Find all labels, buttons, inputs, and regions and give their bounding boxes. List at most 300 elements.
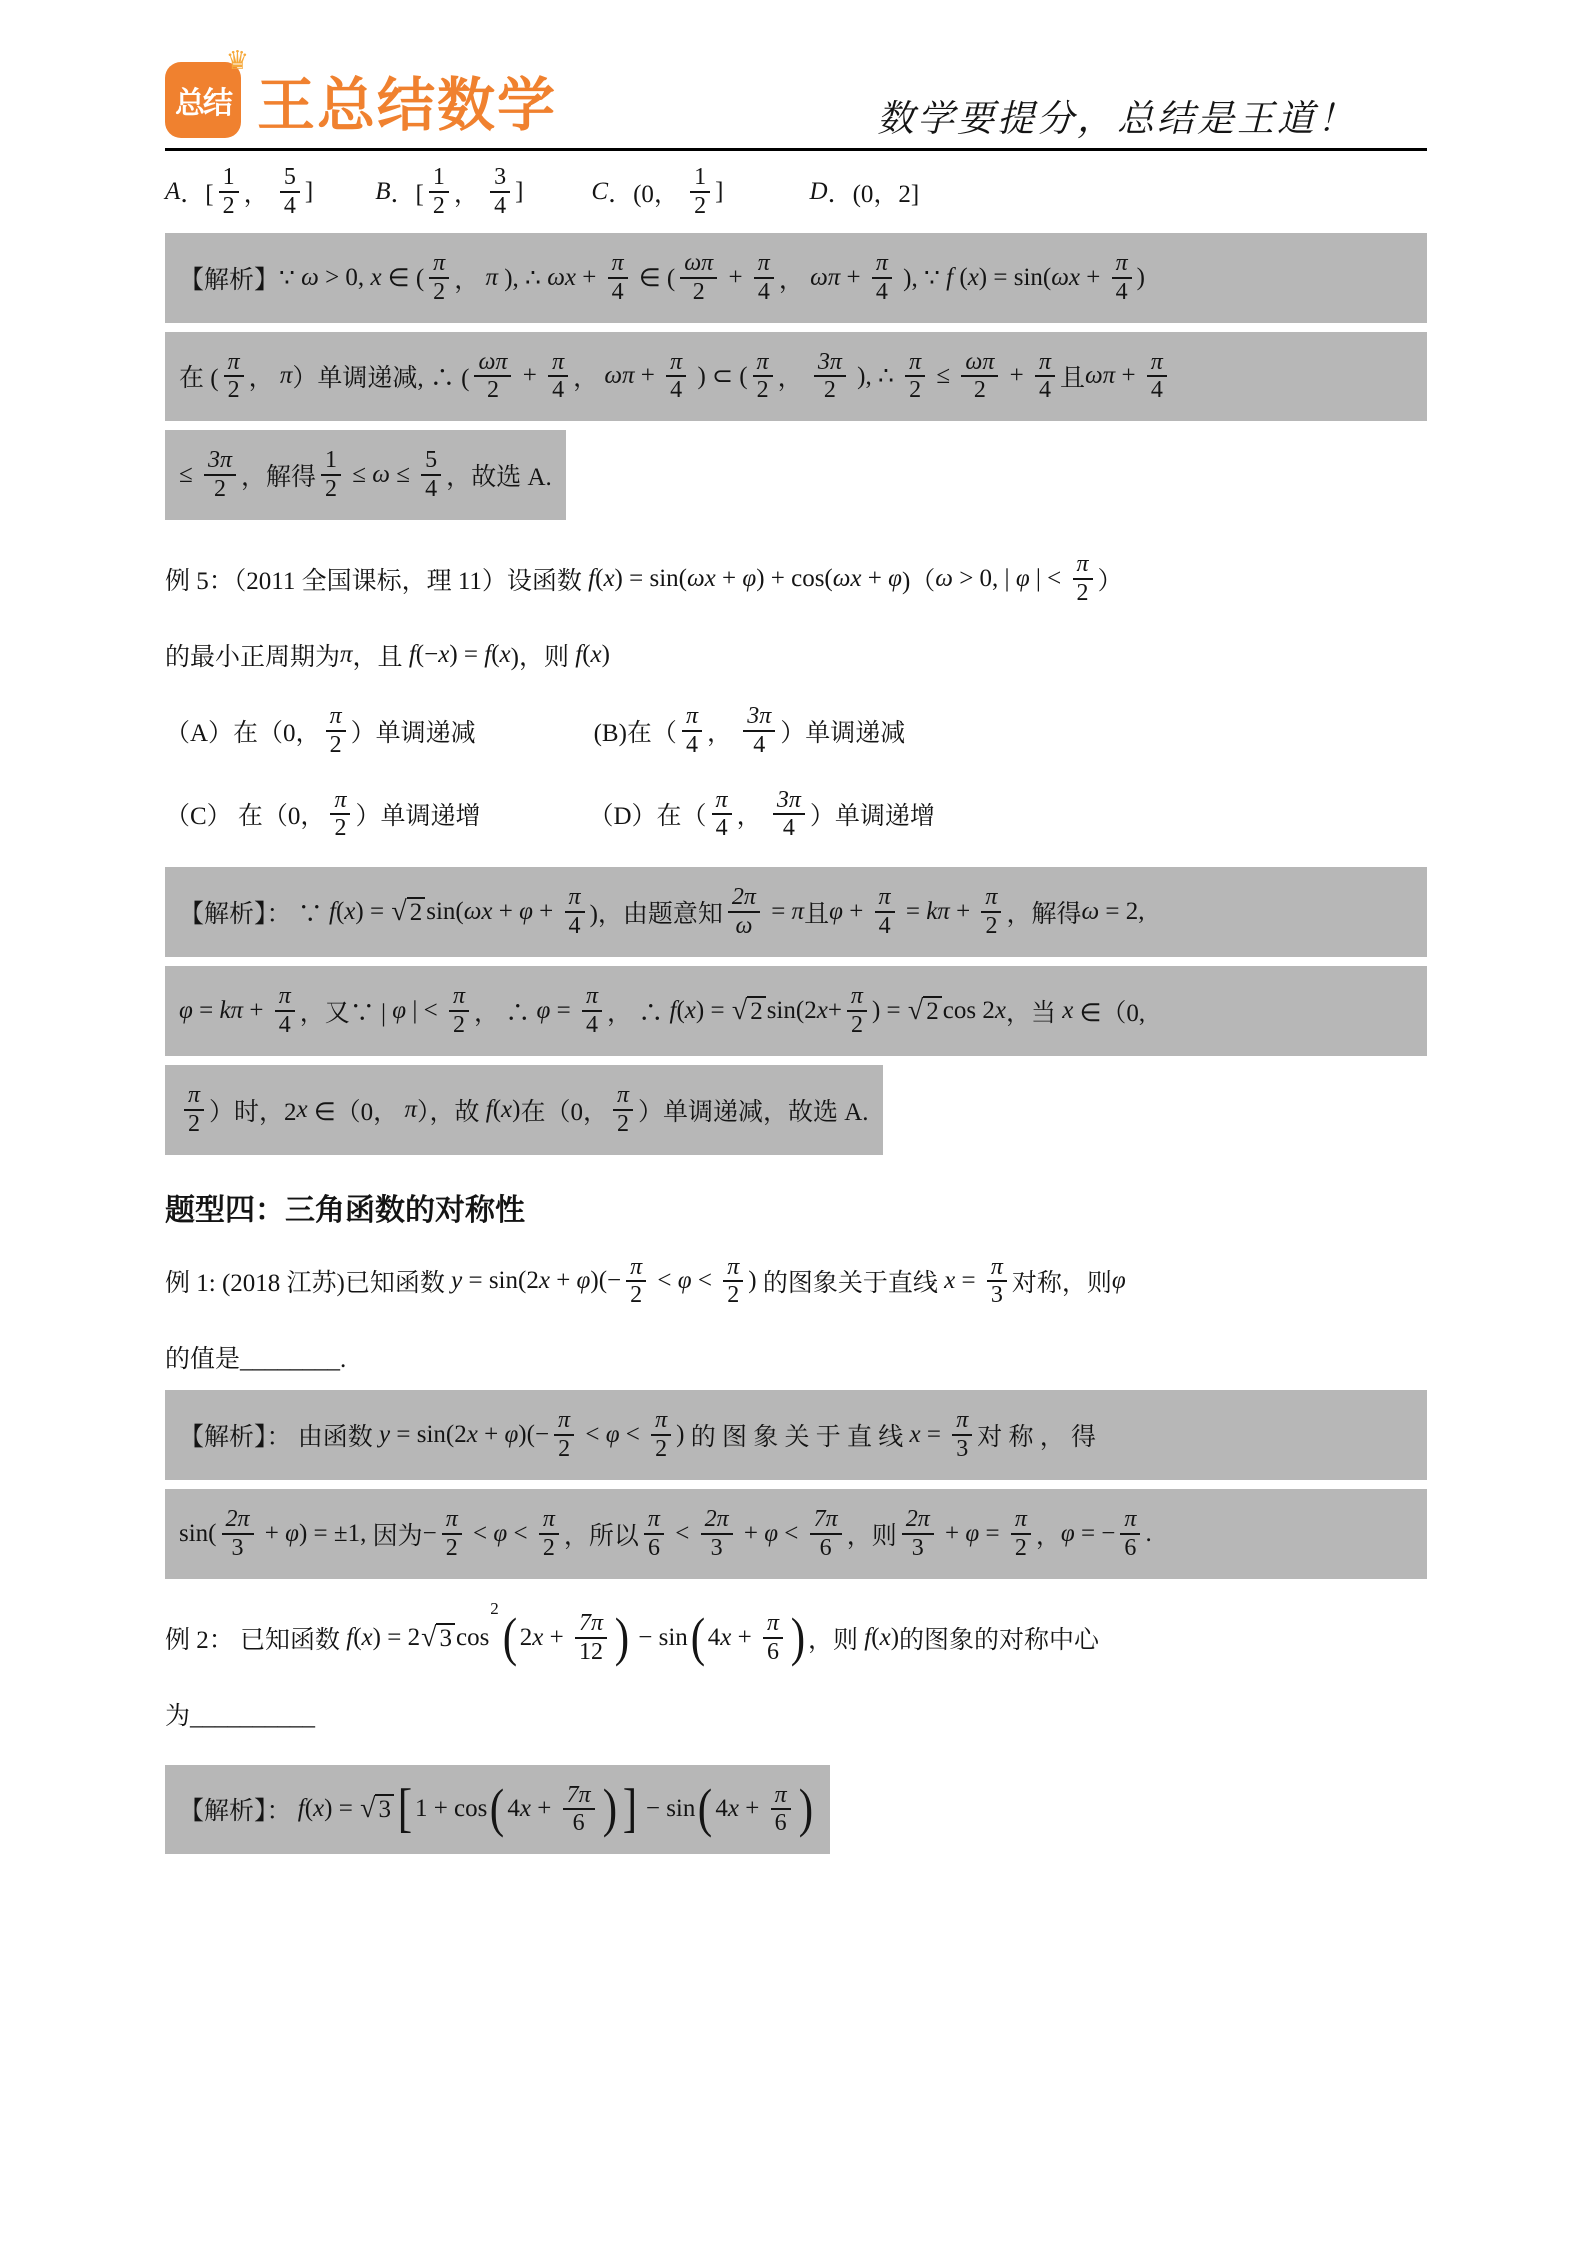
math-variable: x <box>438 640 450 668</box>
math-text: )， <box>510 643 544 671</box>
math-text: < <box>778 1519 805 1547</box>
radical: √ 2 <box>732 996 766 1026</box>
math-text: ， ∴ <box>606 999 670 1027</box>
math-text: ， <box>248 365 280 393</box>
math-text: ， <box>243 180 275 208</box>
fraction: $\frac{\pi}{2}$ <box>449 983 469 1039</box>
fraction: $\frac{\pi}{6}$ <box>644 1506 664 1562</box>
math-variable: kπ <box>926 898 950 926</box>
text-run: 又∵ | <box>324 999 393 1027</box>
logo-badge-text: 总结 <box>175 87 231 120</box>
math-variable: π <box>404 1095 417 1123</box>
fraction: $\frac{2\pi}{3}$ <box>222 1506 254 1562</box>
math-text: ) <box>512 1095 521 1123</box>
superscript: 2 <box>490 1598 499 1618</box>
math-text: < <box>619 1421 647 1449</box>
math-text: = <box>899 898 927 926</box>
fraction: $\frac{\pi}{2}$ <box>847 983 867 1039</box>
math-text: ] <box>715 177 724 205</box>
math-text: ， <box>778 266 811 294</box>
fraction: $\frac{\pi}{2}$ <box>1011 1506 1031 1562</box>
spacer <box>523 191 591 193</box>
math-text: > 0, <box>318 263 371 291</box>
math-text: | < <box>406 996 444 1024</box>
math-text: (− <box>415 640 439 668</box>
math-text: ) = <box>871 996 907 1024</box>
fraction: $\frac{\pi}{4}$ <box>712 787 732 843</box>
math-text: + <box>516 362 544 390</box>
text-run: 当 <box>1030 999 1063 1027</box>
math-variable: π <box>340 640 353 668</box>
math-text: ( <box>953 263 968 291</box>
math-text: = − <box>1074 1519 1116 1547</box>
math-text: − <box>422 1519 437 1547</box>
big-delimiter: ) <box>798 1778 813 1839</box>
math-text: ) = 2 <box>372 1623 421 1651</box>
text-run: 则 <box>871 1522 897 1550</box>
math-variable: x <box>603 564 615 592</box>
text-run: （D）在（ <box>588 803 707 831</box>
math-text: + <box>842 898 870 926</box>
math-text: )， <box>589 901 623 929</box>
math-text: + <box>258 1519 286 1547</box>
math-variable: x <box>590 640 602 668</box>
math-text: ) <box>601 640 610 668</box>
text-run: ）单调递减 <box>350 719 476 747</box>
math-text: cos <box>455 1623 490 1651</box>
math-text: + <box>715 564 743 592</box>
math-text: ), ∵ <box>896 264 947 292</box>
analysis2-line2 <box>165 966 1427 1056</box>
math-variable: x <box>684 996 696 1024</box>
math-text: + <box>722 263 749 291</box>
math-variable: ω <box>372 461 390 489</box>
math-text: | < <box>1029 564 1068 592</box>
math-variable: φ <box>1111 1267 1126 1295</box>
fraction: $\frac{\pi}{4}$ <box>1112 250 1132 306</box>
math-text: ) = sin( <box>978 263 1052 291</box>
math-variable: f <box>346 1623 354 1651</box>
text-run: ，且 <box>352 643 409 671</box>
math-variable: f <box>946 263 954 291</box>
math-text: < <box>651 1267 678 1295</box>
analysis2-line3 <box>165 1065 883 1155</box>
math-text: ， <box>736 803 768 831</box>
text-run: 因为 <box>372 1522 423 1550</box>
example5-options-cd <box>165 784 1427 846</box>
fraction: $\frac{\omega\pi}{2}$ <box>961 349 998 405</box>
big-delimiter: ] <box>622 1778 637 1839</box>
math-text: ， <box>453 180 486 208</box>
math-variable: x <box>944 1267 956 1295</box>
fraction: $\frac{3}{4}$ <box>490 164 510 220</box>
math-variable: x <box>361 1623 373 1651</box>
math-text: ．(0， <box>608 180 686 208</box>
fraction: $\frac{5}{4}$ <box>280 164 300 220</box>
math-text: > 0, | <box>952 564 1016 592</box>
analysis1-line3 <box>165 430 566 520</box>
math-text: 4 <box>715 1795 728 1823</box>
text-run: 【解析】： 由函数 <box>179 1424 380 1452</box>
page-header <box>165 46 1427 151</box>
fraction: $\frac{2\pi}{\omega}$ <box>728 884 760 940</box>
analysis1-line1 <box>165 233 1427 323</box>
text-run: ），故 <box>416 1098 486 1126</box>
math-text: + <box>492 898 520 926</box>
math-variable: φ <box>605 1421 620 1449</box>
math-variable: f <box>588 564 596 592</box>
text-run: 例 2： 已知函数 <box>165 1626 347 1654</box>
fraction: $\frac{\pi}{4}$ <box>754 250 774 306</box>
math-text: ) = <box>324 1795 360 1823</box>
fraction: $\frac{3\pi}{2}$ <box>814 349 846 405</box>
math-variable: ωx <box>463 898 493 926</box>
fraction: $\frac{\pi}{4}$ <box>666 349 686 405</box>
math-text: ， <box>777 365 809 393</box>
math-text: sin( <box>179 1519 217 1547</box>
fraction: $\frac{7\pi}{12}$ <box>575 1610 607 1666</box>
analysis1-line2 <box>165 332 1427 422</box>
math-text: ， <box>1006 901 1032 929</box>
math-text: ( <box>676 996 685 1024</box>
fraction: $\frac{7\pi}{6}$ <box>810 1506 842 1562</box>
crown-icon: ♛ <box>225 46 249 75</box>
example1-line1 <box>165 1251 1427 1313</box>
fraction: $\frac{1}{2}$ <box>429 164 449 220</box>
fraction: $\frac{\pi}{2}$ <box>753 349 773 405</box>
math-text: 4 <box>707 1623 721 1651</box>
text-run: ）单调递减 <box>780 719 906 747</box>
text-run: 则 <box>833 1626 865 1654</box>
big-delimiter: ( <box>698 1778 713 1839</box>
math-text: + <box>243 996 270 1024</box>
math-text: ), ∴ <box>497 264 548 292</box>
math-text: sin( <box>426 898 464 926</box>
math-text: ．(0，2] <box>827 180 920 208</box>
math-text: ( <box>491 640 500 668</box>
math-variable: φ <box>285 1519 299 1547</box>
math-variable: φ <box>1060 1519 1075 1547</box>
math-variable: x <box>909 1421 921 1449</box>
math-text: ∈ ( <box>632 264 676 292</box>
radical: √ 3 <box>360 1794 394 1824</box>
text-run: （C） 在（0， <box>165 803 326 831</box>
fraction: $\frac{1}{2}$ <box>219 164 239 220</box>
math-variable: x <box>466 1421 478 1449</box>
math-variable: x <box>370 263 382 291</box>
math-text: + <box>532 898 560 926</box>
math-variable: x <box>538 1267 550 1295</box>
big-delimiter: ) <box>602 1778 617 1839</box>
section-heading: 题型四：三角函数的对称性 <box>165 1193 525 1227</box>
math-text: − sin <box>632 1623 688 1651</box>
math-text: ， <box>1005 999 1031 1027</box>
brand-slogan: 数学要提分，总结是王道！ <box>877 99 1357 140</box>
math-variable: x <box>313 1795 325 1823</box>
math-text: ) <box>890 1623 900 1651</box>
fraction: $\frac{1}{2}$ <box>690 164 710 220</box>
math-variable: x <box>967 263 979 291</box>
text-run: 且 <box>1059 365 1085 393</box>
math-text: + <box>949 898 977 926</box>
math-variable: x <box>816 996 828 1024</box>
fraction: $\frac{\pi}{2}$ <box>554 1407 574 1463</box>
math-text: . <box>1145 1519 1152 1547</box>
text-run: (B)在（ <box>593 719 677 747</box>
math-text: + <box>530 1795 558 1823</box>
math-variable: x <box>532 1623 544 1651</box>
text-run: 对称，则 <box>1011 1270 1112 1298</box>
analysis3-line2 <box>165 1489 1427 1579</box>
fraction: $\frac{\pi}{3}$ <box>952 1407 972 1463</box>
radical: √ 2 <box>908 996 942 1026</box>
fraction: $\frac{\pi}{2}$ <box>651 1407 671 1463</box>
math-variable: x <box>501 1095 513 1123</box>
math-variable: φ <box>576 1267 591 1295</box>
text-run: 【解析】： ∵ <box>179 901 330 929</box>
text-run: ）单调递增 <box>809 803 935 831</box>
math-text: < <box>668 1519 696 1547</box>
math-text: = <box>955 1267 982 1295</box>
math-text: ) <box>676 1421 691 1449</box>
math-text: ， <box>241 464 267 492</box>
math-variable: φ <box>536 996 551 1024</box>
math-variable: φ <box>677 1267 692 1295</box>
fraction: $\frac{3\pi}{2}$ <box>204 447 236 503</box>
fraction: $\frac{3\pi}{4}$ <box>743 703 775 759</box>
fraction: $\frac{\pi}{4}$ <box>565 884 585 940</box>
math-text: < <box>579 1421 606 1449</box>
math-text: ， <box>846 1522 872 1550</box>
math-text: < <box>691 1267 719 1295</box>
math-text: ) = ±1, <box>298 1519 373 1547</box>
fraction: $\frac{3\pi}{4}$ <box>773 787 805 843</box>
logo-badge-icon <box>165 46 249 138</box>
math-text: ∵ <box>279 264 302 292</box>
fraction: $\frac{\pi}{2}$ <box>224 349 244 405</box>
text-run: 对 称 ， 得 <box>977 1424 1097 1452</box>
math-text: = <box>920 1421 948 1449</box>
math-variable: φ <box>179 996 193 1024</box>
fraction: $\frac{2\pi}{3}$ <box>701 1506 733 1562</box>
fraction: $\frac{\pi}{4}$ <box>608 250 628 306</box>
text-run: 【解析】： <box>179 1798 298 1826</box>
math-variable: B <box>375 177 391 205</box>
math-variable: φ <box>493 1519 508 1547</box>
math-text: ， <box>706 719 739 747</box>
text-run: 的图象关于直线 <box>762 1270 945 1298</box>
math-text: ) <box>748 1267 763 1295</box>
fraction: $\frac{\pi}{3}$ <box>987 1254 1007 1310</box>
math-text: ≤ <box>389 461 417 489</box>
example1-blank-line <box>165 1334 1427 1380</box>
fraction: $\frac{\pi}{4}$ <box>682 703 702 759</box>
text-run: 解得 <box>1031 901 1082 929</box>
math-variable: f <box>484 640 492 668</box>
math-text: < <box>466 1519 494 1547</box>
math-text: ), ∴ <box>850 363 901 391</box>
math-text: 1 + cos <box>414 1795 488 1823</box>
fraction: $\frac{\pi}{6}$ <box>763 1610 783 1666</box>
math-text: = <box>192 996 220 1024</box>
math-variable: f <box>864 1623 872 1651</box>
text-run: 所以 <box>588 1522 639 1550</box>
math-text: ] <box>515 177 524 205</box>
math-text: ) = <box>355 898 391 926</box>
text-run: （A）在（0， <box>165 719 321 747</box>
math-text: + <box>543 1623 570 1651</box>
text-run: 例 5：（2011 全国课标，理 11）设函数 <box>165 567 589 595</box>
text-run: 【解析】 <box>179 266 280 294</box>
math-text: 2 <box>519 1623 533 1651</box>
fraction: $\frac{\pi}{2}$ <box>539 1506 559 1562</box>
math-variable: ω <box>1081 898 1100 926</box>
math-variable: x <box>994 996 1006 1024</box>
text-run: 在（0， <box>520 1098 608 1126</box>
fraction: $\frac{\pi}{2}$ <box>1073 551 1093 607</box>
math-text: ．[ <box>180 180 214 208</box>
math-variable: x <box>879 1623 891 1651</box>
fraction: $\frac{7\pi}{6}$ <box>563 1782 595 1838</box>
math-text: ∈ ( <box>381 264 425 292</box>
big-delimiter: ) <box>790 1606 806 1667</box>
math-text: + <box>634 362 662 390</box>
math-text: + <box>738 1795 766 1823</box>
math-text: = sin(2 <box>390 1421 467 1449</box>
fraction: $\frac{\pi}{2}$ <box>626 1254 646 1310</box>
math-variable: y <box>379 1421 391 1449</box>
fraction: $\frac{\pi}{2}$ <box>184 1082 204 1138</box>
math-variable: x <box>1062 996 1074 1024</box>
fraction: $\frac{\pi}{2}$ <box>442 1506 462 1562</box>
fraction: $\frac{5}{4}$ <box>421 447 441 503</box>
math-text: cos 2 <box>942 996 995 1024</box>
fraction: $\frac{\pi}{6}$ <box>771 1782 791 1838</box>
math-text: = <box>550 996 577 1024</box>
fraction: $\frac{\pi}{2}$ <box>330 787 350 843</box>
math-text: − sin <box>639 1795 696 1823</box>
math-text: + <box>731 1623 758 1651</box>
big-delimiter: ( <box>502 1606 517 1667</box>
analysis4-line1 <box>165 1765 830 1855</box>
text-run: 故选 A. <box>471 464 552 492</box>
math-variable: f <box>297 1795 305 1823</box>
math-variable: C <box>591 177 609 205</box>
fraction: $\frac{\pi}{4}$ <box>275 983 295 1039</box>
text-run: 例 1: (2018 江苏)已知函数 <box>165 1270 452 1298</box>
math-text: ) = sin( <box>614 564 687 592</box>
big-delimiter: ) <box>614 1606 630 1667</box>
text-run: 的最小正周期为 <box>165 643 341 671</box>
math-text: )(− <box>590 1267 622 1295</box>
text-run: 的值是________. <box>165 1346 347 1374</box>
fraction: $\frac{\pi}{4}$ <box>1035 349 1055 405</box>
text-run: 在 ( <box>179 365 219 393</box>
math-variable: A <box>165 177 181 205</box>
fraction: $\frac{\pi}{4}$ <box>875 884 895 940</box>
math-text: )(− <box>518 1421 550 1449</box>
math-text: ) <box>1136 263 1145 291</box>
math-text: = sin(2 <box>462 1267 539 1295</box>
text-run: ）单调递减，故选 A. <box>638 1098 869 1126</box>
math-variable: f <box>329 898 336 926</box>
text-run: 的 图 象 关 于 直 线 <box>690 1424 910 1452</box>
math-variable: π <box>279 362 293 390</box>
math-variable: f <box>485 1095 493 1123</box>
math-variable: ω <box>301 263 319 291</box>
fraction: $\frac{1}{2}$ <box>321 447 341 503</box>
math-variable: x <box>344 898 356 926</box>
fraction: $\frac{\pi}{2}$ <box>326 703 346 759</box>
math-text: ） <box>1097 567 1123 595</box>
text-run: ）时，2 <box>209 1098 297 1126</box>
text-run: 解得 <box>266 464 317 492</box>
math-text: + <box>477 1421 505 1449</box>
fraction: $\frac{\omega\pi}{2}$ <box>680 250 717 306</box>
radical: √ 2 <box>391 897 425 927</box>
math-text: ， <box>808 1626 834 1654</box>
fraction: $\frac{\pi}{2}$ <box>981 884 1001 940</box>
math-variable: φ <box>965 1519 980 1547</box>
math-text: ， <box>573 365 605 393</box>
math-variable: φ <box>829 898 843 926</box>
math-variable: ωπ <box>604 362 635 390</box>
math-text: + <box>861 564 889 592</box>
math-text: ( <box>335 898 345 926</box>
math-text: < <box>507 1519 534 1547</box>
big-delimiter: [ <box>397 1778 413 1839</box>
example2-line1 <box>165 1598 1427 1669</box>
math-text: = <box>764 898 792 926</box>
text-run: ）单调递增 <box>355 803 481 831</box>
math-variable: ωx <box>686 564 716 592</box>
math-variable: x <box>720 1623 732 1651</box>
example5-line2 <box>165 632 1427 678</box>
math-variable: D <box>809 177 828 205</box>
fraction: $\frac{\pi}{2}$ <box>613 1082 633 1138</box>
math-variable: x <box>296 1095 308 1123</box>
math-text: + <box>827 996 842 1024</box>
math-text: ( <box>871 1623 880 1651</box>
spacer <box>476 730 594 732</box>
math-text: + <box>1003 362 1030 390</box>
math-text: + <box>549 1267 577 1295</box>
math-text: + <box>840 263 867 291</box>
math-variable: φ <box>742 564 757 592</box>
math-variable: π <box>791 898 805 926</box>
math-variable: π <box>485 263 498 291</box>
math-text: = <box>979 1519 1006 1547</box>
fraction: $\frac{\pi}{4}$ <box>548 349 568 405</box>
fraction: $\frac{\pi}{2}$ <box>723 1254 743 1310</box>
text-run: 则 <box>543 643 576 671</box>
analysis2-line1 <box>165 867 1427 957</box>
math-text: + <box>737 1519 765 1547</box>
math-text: ， <box>299 999 325 1027</box>
math-text: ( <box>304 1795 314 1823</box>
math-text: ≤ <box>346 461 373 489</box>
math-variable: φ <box>764 1519 779 1547</box>
math-text: ] <box>304 177 314 205</box>
math-variable: φ <box>504 1421 519 1449</box>
spacer <box>480 813 588 815</box>
math-text: ( <box>582 640 591 668</box>
fraction: $\frac{\pi}{2}$ <box>429 250 449 306</box>
math-variable: x <box>519 1795 531 1823</box>
math-text: + <box>575 263 603 291</box>
math-text: ， <box>446 464 472 492</box>
math-text: ∈（0, <box>1073 999 1146 1027</box>
